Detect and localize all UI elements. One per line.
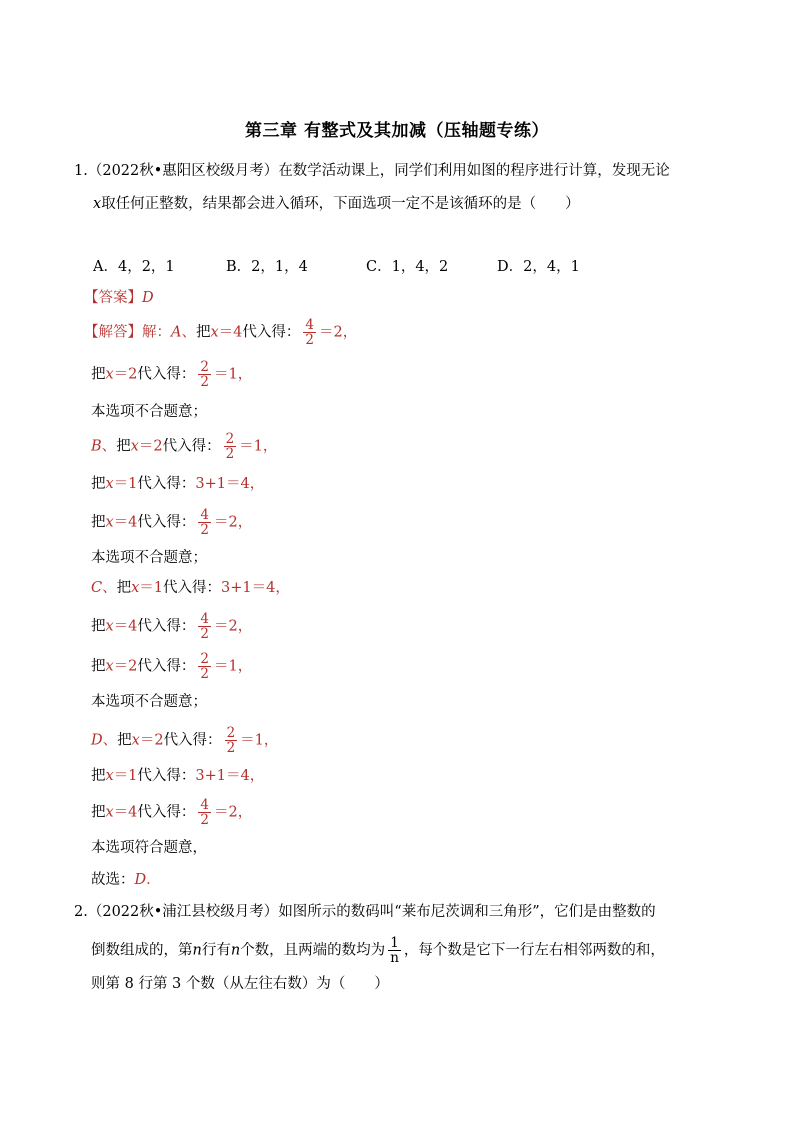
frac-den: 2: [200, 374, 210, 390]
var-x: x: [210, 324, 219, 341]
solution-intro: 解：: [142, 324, 171, 341]
sol-label-c: C: [91, 580, 103, 596]
var-x: x: [131, 580, 140, 596]
frac-num: 4: [200, 797, 210, 813]
q1-choose: [91, 870, 161, 890]
var-x: x: [131, 732, 140, 749]
fraction: [198, 652, 211, 681]
q1-option-b: B．2，1，4: [226, 259, 308, 275]
dai-ru: 代入得：: [162, 438, 221, 455]
eq: ＝4: [113, 618, 138, 635]
sol-label-b: B: [91, 438, 102, 455]
calc: 3+1＝4，: [195, 768, 265, 784]
result: ＝2，: [214, 514, 253, 531]
eq: ＝1: [113, 768, 138, 784]
var-x: x: [105, 618, 114, 635]
ba: 把: [91, 658, 106, 675]
result: ＝2，: [214, 618, 253, 635]
fraction: [225, 726, 238, 755]
var-x: x: [130, 438, 139, 455]
dai-ru: 代入得：: [137, 366, 196, 383]
q1-solution-b-line-3: [91, 508, 252, 537]
frac-num: 2: [226, 725, 236, 741]
q1-solution-d-line-4: 本选项符合题意，: [91, 840, 207, 856]
solution-tag: 【解答】: [84, 324, 142, 341]
eq: ＝2: [113, 366, 138, 383]
frac-den: 2: [225, 446, 235, 462]
q1-source: （2022秋•惠阳区校级月考）: [87, 163, 279, 179]
q1-solution-d-line-1: [91, 726, 278, 755]
sol-label-d: D: [91, 732, 103, 749]
choose-label: 故选：: [91, 872, 135, 888]
eq: ＝4: [113, 514, 138, 531]
ba: 把: [91, 476, 106, 492]
q1-solution-c-line-2: [91, 612, 252, 641]
result: ＝1，: [239, 438, 278, 455]
dai-ru: 代入得：: [242, 324, 301, 341]
q2-line-3: 则第 8 行第 3 个数（从左往右数）为（ ）: [91, 976, 389, 992]
q1-text-2: 取任何正整数，结果都会进入循环，下面选项一定不是该循环的是（ ）: [101, 196, 580, 212]
frac-num: 1: [390, 935, 399, 951]
sep: 、: [101, 438, 117, 455]
fraction: [198, 360, 211, 389]
ba: 把: [116, 438, 131, 455]
dai-ru: 代入得：: [137, 768, 196, 784]
result: ＝1，: [240, 732, 279, 749]
eq: ＝4: [218, 324, 243, 341]
frac-den: 2: [226, 740, 236, 756]
fraction: [303, 318, 316, 347]
result: ＝2，: [214, 804, 253, 821]
frac-num: 2: [200, 651, 210, 667]
sol-label-a: A: [171, 324, 182, 341]
result: ＝2，: [319, 324, 358, 341]
frac-den: 2: [200, 666, 210, 682]
q2-line-1: [74, 902, 656, 922]
calc: 3+1＝4，: [195, 476, 265, 492]
q2-number: 2.: [74, 904, 88, 920]
result: ＝1，: [214, 658, 253, 675]
var-x: x: [105, 768, 114, 784]
q1-number: 1.: [74, 163, 88, 179]
ba: 把: [91, 804, 106, 821]
q1-solution-a-line-1: [84, 318, 357, 347]
ba: 把: [195, 324, 211, 341]
q2-source: （2022秋•浦江县校级月考）: [87, 904, 279, 920]
result: ＝1，: [214, 366, 253, 383]
eq: ＝2: [113, 658, 138, 675]
q1-solution-b-line-1: [91, 432, 277, 461]
fraction: [198, 508, 211, 537]
dai-ru: 代入得：: [137, 804, 196, 821]
ba: 把: [91, 768, 106, 784]
ba: 把: [91, 514, 106, 531]
q1-solution-a-line-2: [91, 360, 252, 389]
eq: ＝2: [139, 732, 164, 749]
q2-var-n: n: [192, 942, 202, 959]
sep: 、: [181, 324, 196, 341]
eq: ＝2: [138, 438, 163, 455]
fraction: [224, 432, 237, 461]
q2-text-2c: 个数，且两端的数均为: [240, 942, 386, 959]
q1-option-c: C．1，4，2: [366, 259, 449, 275]
var-x: x: [105, 804, 114, 821]
q1-line-1: [74, 161, 670, 181]
dai-ru: 代入得：: [137, 618, 196, 635]
period: ．: [146, 872, 161, 888]
q2-text-2b: 行有: [201, 942, 231, 959]
calc: 3+1＝4，: [221, 580, 290, 596]
q1-line-2: [93, 194, 580, 214]
q1-option-a: A．4，2，1: [93, 259, 175, 275]
q1-solution-d-line-2: [91, 766, 264, 786]
q1-solution-c-line-4: 本选项不合题意；: [91, 694, 207, 710]
q2-text-2d: ，每个数是它下一行左右相邻两数的和，: [403, 942, 665, 959]
eq: ＝1: [113, 476, 138, 492]
q1-option-d: D．2，4，1: [497, 259, 580, 275]
answer-value: D: [142, 290, 154, 306]
frac-den: 2: [200, 812, 210, 828]
ba: 把: [116, 580, 132, 596]
fraction: [198, 798, 211, 827]
answer-tag: 【答案】: [84, 290, 142, 306]
q1-solution-b-line-4: 本选项不合题意；: [91, 550, 207, 566]
ba: 把: [91, 366, 106, 383]
eq: ＝1: [139, 580, 164, 596]
dai-ru: 代入得：: [163, 732, 222, 749]
q1-solution-c-line-1: [91, 578, 290, 598]
frac-num: 2: [200, 359, 210, 375]
q1-solution-c-line-3: [91, 652, 252, 681]
frac-den: 2: [200, 522, 210, 538]
frac-num: 2: [225, 431, 235, 447]
q1-answer: [84, 288, 154, 308]
dai-ru: 代入得：: [163, 580, 222, 596]
frac-num: 4: [305, 317, 314, 333]
dai-ru: 代入得：: [137, 476, 196, 492]
frac-den: 2: [200, 626, 210, 642]
sep: 、: [102, 732, 118, 749]
q1-text-1: 在数学活动课上，同学们利用如图的程序进行计算，发现无论: [278, 163, 670, 179]
q1-var-x: x: [93, 196, 102, 212]
var-x: x: [105, 476, 114, 492]
fraction: [198, 612, 211, 641]
frac-den: n: [390, 950, 399, 966]
var-x: x: [105, 514, 114, 531]
dai-ru: 代入得：: [137, 514, 196, 531]
q2-text-2a: 倒数组成的，第: [91, 942, 193, 959]
ba: 把: [117, 732, 132, 749]
q2-line-2: [91, 936, 665, 965]
var-x: x: [105, 658, 114, 675]
q2-text-1: 如图所示的数码叫“莱布尼茨调和三角形”，它们是由整数的: [278, 904, 656, 920]
page-title: 第三章 有整式及其加减（压轴题专练）: [245, 121, 549, 141]
dai-ru: 代入得：: [137, 658, 196, 675]
q2-fraction: [388, 936, 401, 965]
ba: 把: [91, 618, 106, 635]
frac-num: 4: [200, 507, 210, 523]
q1-solution-b-line-2: [91, 474, 264, 494]
frac-num: 4: [200, 611, 210, 627]
eq: ＝4: [113, 804, 138, 821]
q1-options: [93, 257, 580, 277]
sep: 、: [102, 580, 117, 596]
choose-value: D: [134, 872, 147, 888]
q1-solution-a-line-3: 本选项不合题意；: [91, 404, 207, 420]
var-x: x: [105, 366, 114, 383]
q1-solution-d-line-3: [91, 798, 252, 827]
q2-var-n: n: [230, 942, 241, 959]
frac-den: 2: [305, 332, 314, 348]
